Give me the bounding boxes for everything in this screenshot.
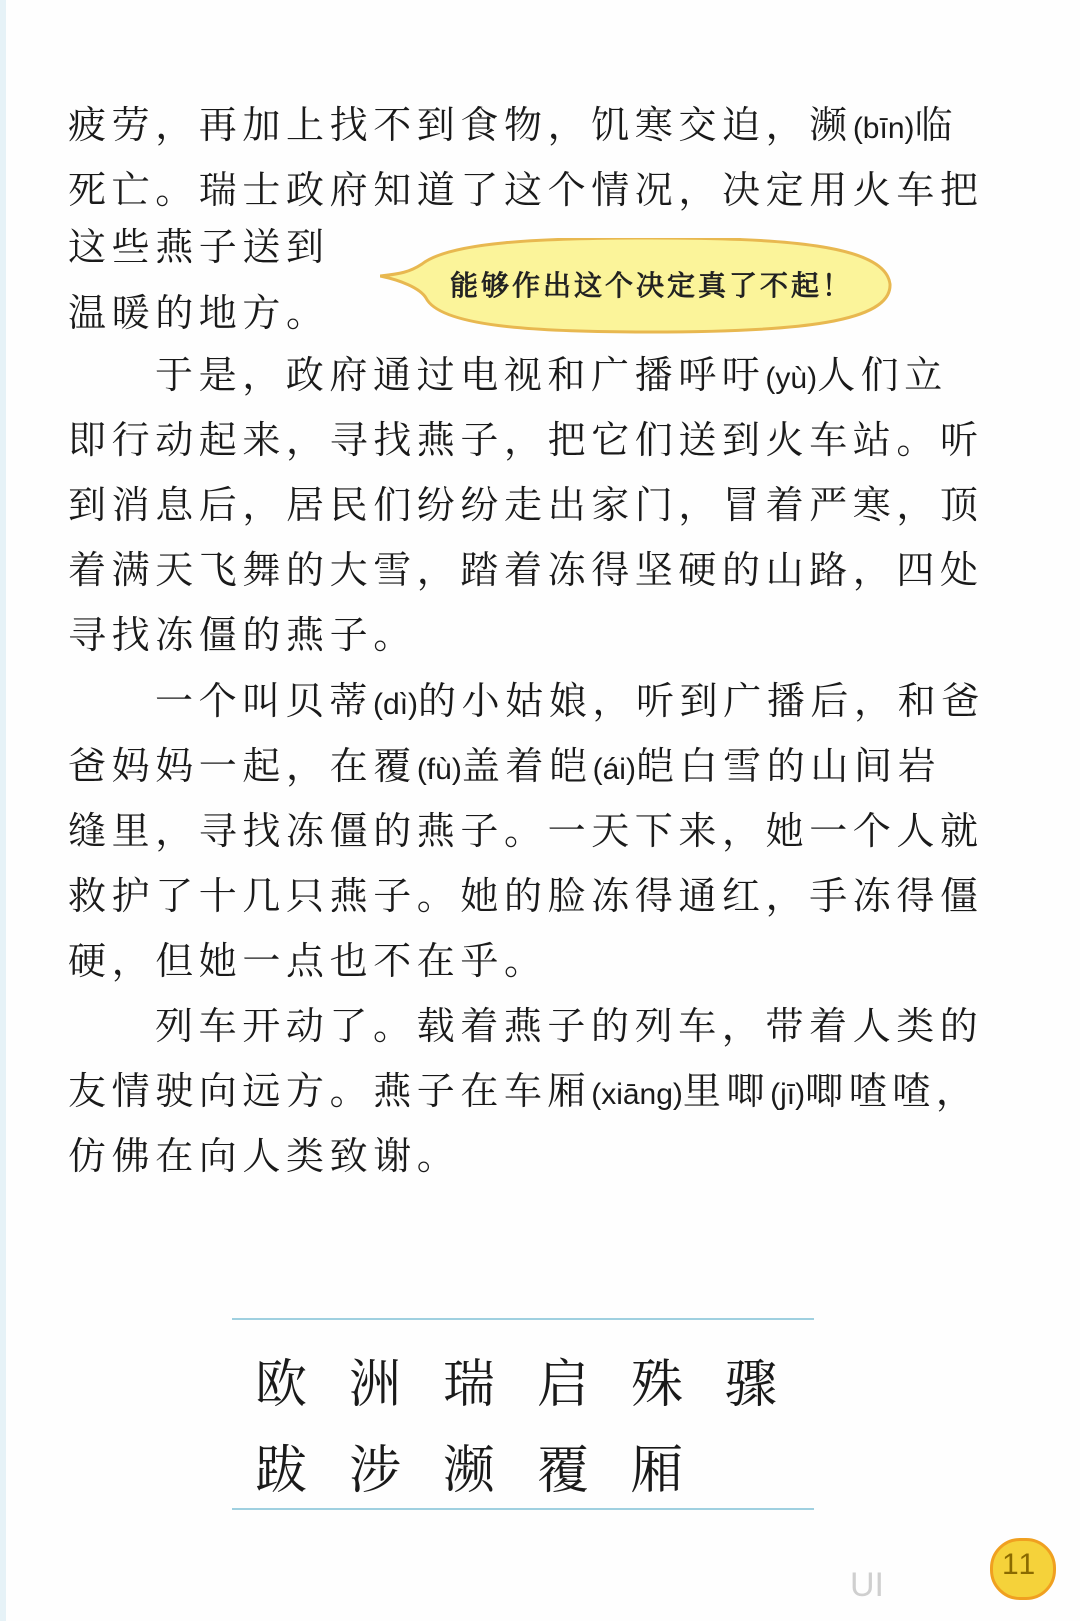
new-char: 骤 [725,1355,778,1415]
pinyin: (yù) [765,362,818,395]
text-line-16: 友情驶向远方。燕子在车厢(xiāng)里唧(jī)唧喳喳， [68,1069,980,1113]
new-chars-row-2 [255,1428,725,1503]
text-line-2: 死亡。瑞士政府知道了这个情况，决定用火车把 [68,168,984,212]
pinyin: (bīn) [852,112,915,145]
text-line-7: 到消息后，居民们纷纷走出家门，冒着严寒，顶 [68,483,984,527]
new-char: 厢 [631,1441,684,1501]
new-char: 涉 [349,1441,402,1501]
new-char: 跋 [255,1441,308,1501]
new-char: 濒 [443,1441,496,1501]
text-line-12: 缝里，寻找冻僵的燕子。一天下来，她一个人就 [68,809,984,853]
new-char: 瑞 [443,1355,496,1415]
text-line-6: 即行动起来，寻找燕子，把它们送到火车站。听 [68,418,984,462]
pinyin: (fù) [416,753,462,786]
page-number: 11 [1002,1548,1038,1581]
page-edge [0,0,6,1621]
new-char: 洲 [349,1355,402,1415]
text-line-1: 疲劳，再加上找不到食物，饥寒交迫，濒(bīn)临 [68,103,959,147]
pinyin: (xiāng) [591,1078,683,1111]
new-char: 殊 [631,1355,684,1415]
bubble-text: 能够作出这个决定真了不起！ [450,269,854,302]
text-line-3: 这些燕子送到 [68,225,330,269]
text-line-10: 一个叫贝蒂(dì)的小姑娘，听到广播后，和爸 [155,679,985,723]
text-line-4: 温暖的地方。 [68,291,330,335]
new-char: 启 [537,1355,590,1415]
new-char: 欧 [255,1355,308,1415]
text-line-13: 救护了十几只燕子。她的脸冻得通红，手冻得僵 [68,874,984,918]
pinyin: (jī) [770,1078,806,1111]
text-line-15: 列车开动了。载着燕子的列车，带着人类的 [155,1004,984,1048]
pinyin: (dì) [373,688,419,721]
text-line-17: 仿佛在向人类致谢。 [68,1134,461,1178]
text-line-8: 着满天飞舞的大雪，踏着冻得坚硬的山路，四处 [68,548,984,592]
watermark: UI [850,1566,884,1604]
top-rule [232,1318,814,1320]
text-line-11: 爸妈妈一起，在覆(fù)盖着皑(ái)皑白雪的山间岩 [68,744,942,788]
bottom-rule [232,1508,814,1510]
pinyin: (ái) [592,753,636,786]
text-line-14: 硬，但她一点也不在乎。 [68,939,548,983]
text-line-9: 寻找冻僵的燕子。 [68,613,417,657]
text-line-5: 于是，政府通过电视和广播呼吁(yù)人们立 [155,353,948,397]
new-chars-row-1 [255,1342,819,1417]
new-char: 覆 [537,1441,590,1501]
